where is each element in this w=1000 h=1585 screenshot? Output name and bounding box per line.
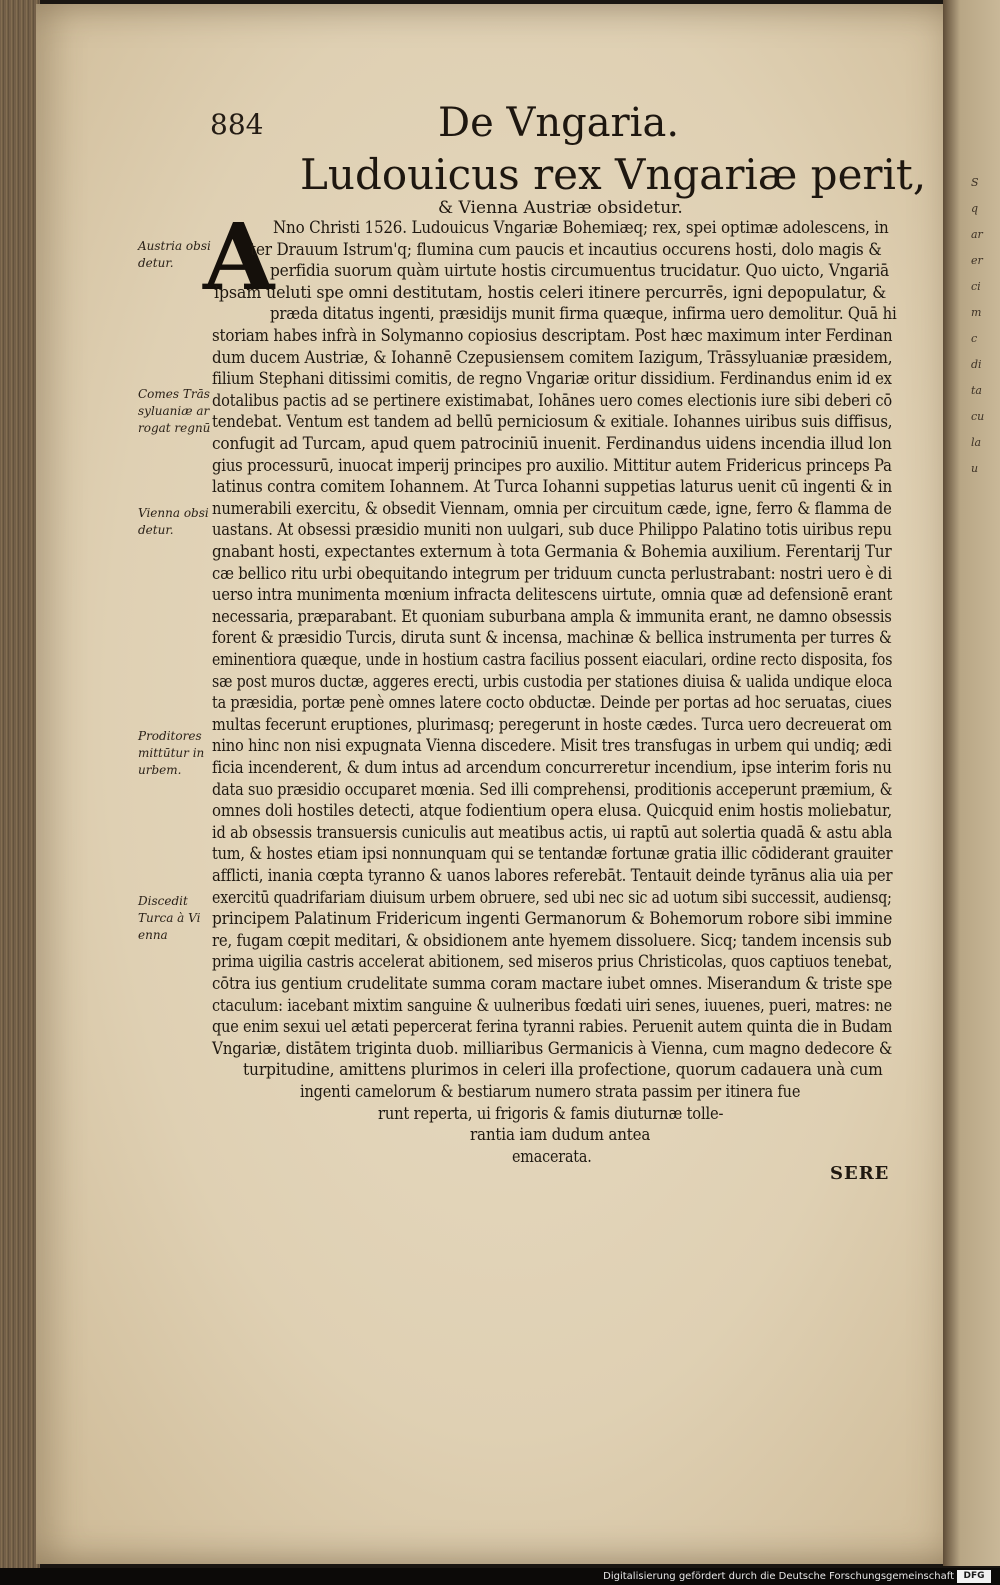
- text-line: afflicti, inania cœpta tyranno & uanos labores referebāt. Tentauit deinde tyrānus alia uia per: [212, 866, 893, 886]
- facing-page-fragment: u: [971, 462, 979, 475]
- text-line: numerabili exercitu, & obsedit Viennam, omnia per circuitum cæde, igne, ferro & flamma de: [212, 498, 892, 519]
- facing-page-fragment: m: [971, 306, 982, 319]
- text-line: ingenti camelorum & bestiarum numero strata passim per itinera fue: [300, 1082, 801, 1102]
- facing-page-fragment: c: [971, 332, 978, 345]
- facing-page-fragment: S: [971, 176, 979, 189]
- facing-page-fragment: ar: [971, 228, 983, 241]
- text-line: Nno Christi 1526. Ludouicus Vngariæ Bohemiæq; rex, spei optimæ adolescens, in: [273, 218, 889, 238]
- text-line: emacerata.: [512, 1146, 592, 1167]
- running-head: De Vngaria.: [438, 100, 680, 146]
- text-line: uerso intra munimenta mœnium infracta delitescens uirtute, omnia quæ ad defensionē erant: [212, 585, 893, 606]
- text-line: perfidia suorum quàm uirtute hostis circumuentus trucidatur. Quo uicto, Vngariā: [270, 261, 889, 282]
- text-line: prima uigilia castris accelerat abitionem, sed miseros prius Christicolas, quos captiuos tenebat,: [212, 952, 893, 973]
- text-line: dotalibus pactis ad se pertinere existimabat, Iohānes uero comes electionis iure sibi deberi cō: [212, 390, 892, 411]
- text-line: filium Stephani ditissimi comitis, de regno Vngariæ oritur dissidium. Ferdinandus enim id ex: [212, 369, 892, 390]
- text-line: runt reperta, ui frigoris & famis diuturnæ tolle-: [378, 1103, 724, 1124]
- drop-cap: A: [203, 203, 275, 311]
- text-line: confugit ad Turcam, apud quem patrociniū inuenit. Ferdinandus uidens incendia illud lon: [212, 434, 892, 454]
- text-line: principem Palatinum Fridericum ingenti Germanorum & Bohemorum robore sibi immine: [212, 909, 893, 930]
- facing-page-fragment: ci: [971, 280, 981, 293]
- text-line: re, fugam cœpit meditari, & obsidionem ante hyemem dissoluere. Sicq; tandem incensis sub: [212, 930, 892, 951]
- margin-note: Discedit Turca à Vi enna: [138, 894, 201, 942]
- facing-page-fragment: cu: [971, 410, 985, 423]
- dfg-logo: DFG: [957, 1570, 991, 1583]
- book-fore-edge: [0, 0, 40, 1568]
- text-line: necessaria, præparabant. Et quoniam suburbana ampla & immunita erant, ne damno obsessis: [212, 606, 892, 627]
- text-line: multas fecerunt eruptiones, plurimasq; peregerunt in hoste cædes. Turca uero decreuerat om: [212, 714, 892, 735]
- facing-page-text: [971, 170, 984, 482]
- margin-note: Vienna obsi detur.: [138, 506, 209, 537]
- margin-note: Proditores mittūtur in urbem.: [138, 729, 205, 777]
- text-line: ter Drauum Istrum'q; flumina cum paucis et incautius occurens hosti, dolo magis &: [250, 239, 882, 260]
- facing-page-fragment: la: [971, 436, 982, 449]
- text-line: nino hinc non nisi expugnata Vienna discedere. Misit tres transfugas in urbem qui undiq; ædi: [212, 736, 892, 757]
- margin-note: Austria obsi detur.: [138, 239, 211, 270]
- funding-credit: Digitalisierung gefördert durch die Deutsche Forschungsgemeinschaft: [603, 1571, 954, 1582]
- text-line: data suo præsidio occuparet mœnia. Sed illi comprehensi, proditionis acceperunt præmium, &: [212, 779, 893, 800]
- text-line: tum, & hostes etiam ipsi nonnunquam qui se tentandæ fortunæ gratia illic cōdiderant grauiter: [212, 844, 893, 865]
- text-line: rantia iam dudum antea: [470, 1125, 651, 1146]
- facing-page-fragment: er: [971, 254, 983, 267]
- text-line: Vngariæ, distātem triginta duob. milliaribus Germanicis à Vienna, cum magno dedecore &: [212, 1038, 893, 1059]
- text-line: cæ bellico ritu urbi obequitando integrum per triduum cuncta perlustrabant: nostri uero è di: [212, 563, 892, 584]
- text-line: id ab obsessis transuersis cuniculis aut meatibus actis, ui raptū aut solertia quadā & astu abla: [212, 822, 893, 843]
- text-line: gius processurū, inuocat imperij principes pro auxilio. Mittitur autem Fridericus princeps Pa: [212, 455, 892, 476]
- catchword: SERE: [830, 1163, 890, 1184]
- text-line: forent & præsidio Turcis, diruta sunt & incensa, machinæ & bellica instrumenta per turres &: [212, 628, 892, 649]
- text-line: exercitū quadrifariam diuisum urbem obruere, sed ubi nec sic ad uotum sibi successit, audiensq;: [212, 887, 892, 908]
- text-line: que enim sexui uel ætati pepercerat ferina tyranni rabies. Peruenit autem quinta die in Budam: [212, 1017, 893, 1038]
- text-line: gnabant hosti, expectantes externum à tota Germania & Bohemia auxilium. Ferentarij Tur: [212, 542, 892, 562]
- page-number: 884: [210, 108, 264, 141]
- chapter-title: Ludouicus rex Vngariæ perit,: [300, 150, 927, 199]
- text-line: latinus contra comitem Iohannem. At Turca Iohanni suppetias laturus uenit cū ingenti & in: [212, 477, 893, 498]
- text-line: præda ditatus ingenti, præsidijs munit firma quæque, infirma uero demolitur. Quā hi: [270, 304, 897, 325]
- text-line: cōtra ius gentium crudelitate summa coram mactare iubet omnes. Miserandum & triste spe: [212, 974, 893, 994]
- text-line: ipsam ueluti spe omni destitutam, hostis celeri itinere percurrēs, igni depopulatur, &: [214, 282, 887, 303]
- text-line: tendebat. Ventum est tandem ad bellū perniciosum & exitiale. Iohannes uiribus suis diffisus,: [212, 412, 893, 433]
- facing-page-fragment: ta: [971, 384, 982, 397]
- text-line: ta præsidia, portæ penè omnes latere cocto obductæ. Deinde per portas ad hoc seruatas, ciues: [212, 693, 892, 714]
- text-line: ctaculum: iacebant mixtim sanguine & uulneribus fœdati uiri senes, iuuenes, pueri, matres: ne: [212, 995, 893, 1016]
- text-line: sæ post muros ductæ, aggeres erecti, urbis custodia per stationes diuisa & ualida undique eloca: [212, 671, 893, 692]
- text-line: eminentiora quæque, unde in hostium castra facilius possent eiaculari, ordine recto disposita, fos: [212, 650, 893, 670]
- text-line: storiam habes infrà in Solymanno copiosius descriptam. Post hæc maximum inter Ferdinan: [212, 326, 893, 346]
- text-line: turpitudine, amittens plurimos in celeri illa profectione, quorum cadauera unà cum: [243, 1060, 883, 1081]
- text-line: omnes doli hostiles detecti, atque fodientium opera elusa. Quicquid enim hostis moliebatur,: [212, 801, 892, 822]
- margin-note: Comes Trās syluaniæ ar rogat regnū: [138, 387, 211, 435]
- facing-page-fragment: di: [971, 358, 982, 371]
- facing-page-fragment: q: [971, 202, 979, 215]
- text-line: dum ducem Austriæ, & Iohannē Czepusiensem comitem Iazigum, Trāssyluaniæ præsidem,: [212, 347, 893, 368]
- text-line: uastans. At obsessi præsidio muniti non uulgari, sub duce Philippo Palatino totis uiribus repu: [212, 520, 892, 541]
- text-line: ficia incenderent, & dum intus ad arcendum concurreretur incendium, ipse interim foris nu: [212, 758, 892, 778]
- chapter-subtitle: & Vienna Austriæ obsidetur.: [438, 198, 683, 218]
- facing-page-edge: [943, 0, 1000, 1566]
